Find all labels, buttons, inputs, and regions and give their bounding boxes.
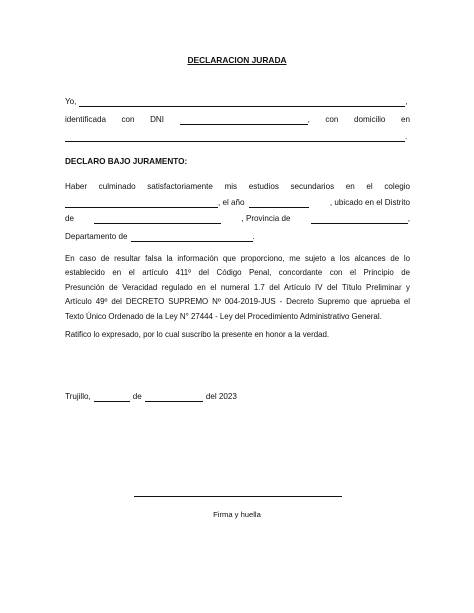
name-comma: ,	[405, 97, 408, 106]
province-blank[interactable]	[311, 215, 408, 224]
study-line-1-text: Haber culminado satisfactoriamente mis estudios secundarios en el colegio	[65, 182, 410, 191]
date-line	[65, 392, 237, 402]
declaration-heading: DECLARO BAJO JURAMENTO:	[65, 157, 188, 166]
de-date-label: de	[132, 392, 142, 401]
en-label: en	[400, 115, 410, 124]
department-period: .	[252, 232, 255, 241]
domicilio-label: domicilio	[353, 115, 386, 124]
dni-line	[65, 115, 410, 125]
month-blank[interactable]	[145, 393, 203, 402]
legal-line: Artículo 49º del DECRETO SUPREMO Nº 004-2019-JUS - Decreto Supremo que aprueba el	[65, 297, 410, 307]
signature-caption: Firma y huella	[213, 510, 261, 519]
study-line-2	[65, 198, 410, 208]
name-line	[65, 97, 410, 107]
province-label: , Provincia de	[241, 214, 291, 223]
address-line	[65, 132, 410, 142]
legal-line: Presunción de Veracidad regulado en el numeral 1.7 del Artículo IV del Título Preliminar y	[65, 282, 410, 292]
address-blank[interactable]	[65, 132, 408, 142]
address-period: .	[405, 132, 408, 141]
signature-line[interactable]	[134, 496, 342, 497]
legal-line: En caso de resultar falsa la información que proporciono, me sujeto a los alcances de lo	[65, 254, 410, 263]
province-comma: ,	[407, 214, 410, 223]
study-line-1	[65, 182, 410, 192]
day-blank[interactable]	[94, 393, 130, 402]
dni-blank[interactable]	[180, 116, 308, 125]
year-label: , el año	[218, 198, 245, 207]
dni-comma: ,	[307, 115, 310, 124]
ratify-text: Ratifico lo expresado, por lo cual suscribo la presente en honor a la verdad.	[65, 330, 330, 339]
study-line-4	[65, 232, 410, 242]
school-blank[interactable]	[65, 199, 218, 208]
study-line-3	[65, 214, 410, 224]
legal-line: Texto Único Ordenado de la Ley N° 27444 - Ley del Procedimiento Administrativo General.	[65, 311, 382, 321]
year-blank[interactable]	[249, 199, 309, 208]
department-blank[interactable]	[131, 233, 253, 242]
name-blank[interactable]	[79, 97, 408, 107]
con-label: con	[121, 115, 135, 124]
document-title: DECLARACION JURADA	[187, 55, 287, 65]
yo-label: Yo,	[65, 97, 77, 106]
legal-paragraph	[65, 252, 410, 324]
city-label: Trujillo,	[65, 392, 91, 401]
district-label: , ubicado en el Distrito	[329, 198, 410, 207]
dni-label: DNI	[150, 115, 165, 124]
de-label: de	[65, 214, 75, 223]
department-label: Departamento de	[65, 232, 128, 241]
year-text: del 2023	[205, 392, 237, 401]
con2-label: con	[325, 115, 339, 124]
district-blank[interactable]	[94, 215, 221, 224]
identificada-label: identificada	[65, 115, 106, 124]
legal-line: establecido en el artículo 411º del Código Penal, concordante con el Principio de	[65, 268, 410, 278]
